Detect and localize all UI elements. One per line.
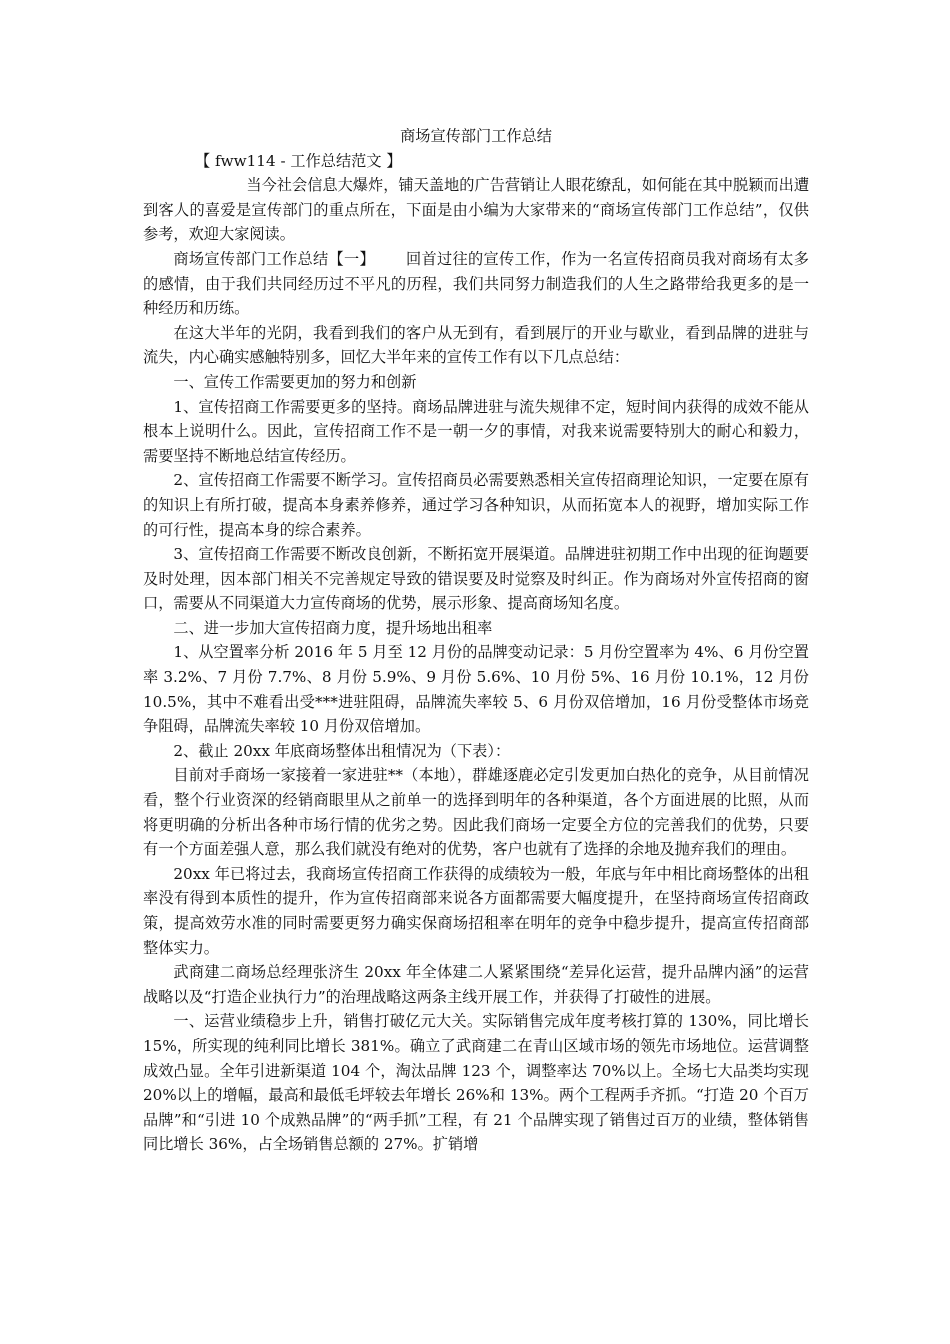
paragraph: 目前对手商场一家接着一家进驻**（本地），群雄逐鹿必定引发更加白热化的竞争，从目前情况看，整个行业资深的经销商眼里从之前单一的选择到明年的各种渠道，各个方面进展的比照，从而将更明确的分析出各种市场行情的优劣之势。因此我们商场一定要全方位的完善我们的优势，只要有一个方面差强人意，那么我们就没有绝对的优势，客户也就有了选择的余地及抛弃我们的理由。 — [143, 766, 809, 859]
section-heading: 一、宣传工作需要更加的努力和创新 — [173, 372, 417, 391]
paragraph: 20xx 年已将过去，我商场宣传招商工作获得的成绩较为一般，年底与年中相比商场整体的出租率没有得到本质性的提升，作为宣传招商部来说各方面都需要大幅度提升，在坚持商场宣传招商政策，提高效劳水准的同时需要更努力确实保商场招租率在明年的竞争中稳步提升，提高宣传招商部整体实力。 — [143, 864, 809, 957]
paragraph: 3、宣传招商工作需要不断改良创新，不断拓宽开展渠道。品牌进驻初期工作中出现的征询题要及时处理，因本部门相关不完善规定导致的错误要及时觉察及时纠正。作为商场对外宣传招商的窗口，需要从不同渠道大力宣传商场的优势，展示形象、提高商场知名度。 — [143, 545, 809, 613]
paragraph: 商场宣传部门工作总结【一】 回首过往的宣传工作，作为一名宣传招商员我对商场有太多的感情，由于我们共同经历过不平凡的历程，我们共同努力制造我们的人生之路带给我更多的是一种经历和历练。 — [143, 249, 809, 318]
section-heading: 二、进一步加大宣传招商力度，提升场地出租率 — [173, 618, 493, 637]
paragraph: 1、宣传招商工作需要更多的坚持。商场品牌进驻与流失规律不定，短时间内获得的成效不能从根本上说明什么。因此，宣传招商工作不是一朝一夕的事情，对我来说需要特别大的耐心和毅力，需要坚持不断地总结宣传经历。 — [143, 397, 809, 465]
document-body — [143, 124, 814, 1157]
paragraph-intro: 当今社会信息大爆炸，铺天盖地的广告营销让人眼花缭乱，如何能在其中脱颖而出遭到客人的喜爱是宣传部门的重点所在，下面是由小编为大家带来的“商场宣传部门工作总结”，仅供参考，欢迎大家阅读。 — [143, 176, 809, 244]
paragraph: 一、运营业绩稳步上升，销售打破亿元大关。实际销售完成年度考核打算的 130%，同比增长 15%，所实现的纯利同比增长 381%。确立了武商建二在青山区域市场的领先市场地位。运营调整成效凸显。全年引进新渠道 104 个，淘汰品牌 123 个，调整率达 70%以上。全场七大品类均实现 20%以上的增幅，最高和最低毛坪较去年增长 26%和 13%。两个工程两手齐抓。“打造 20 个百万品牌”和“引进 10 个成熟品牌”的“两手抓”工程，有 21 个品牌实现了销售过百万的业绩，整体销售同比增长 36%，占全场销售总额的 27%。扩销增 — [143, 1012, 814, 1154]
document-title: 商场宣传部门工作总结 — [400, 127, 552, 145]
paragraph: 在这大半年的光阴，我看到我们的客户从无到有，看到展厅的开业与歇业，看到品牌的进驻与流失，内心确实感触特别多，回忆大半年来的宣传工作有以下几点总结： — [143, 323, 809, 367]
paragraph: 2、截止 20xx 年底商场整体出租情况为（下表）： — [173, 741, 511, 760]
document-subtitle: 【 fww114 - 工作总结范文 】 — [195, 151, 402, 170]
paragraph: 2、宣传招商工作需要不断学习。宣传招商员必需要熟悉相关宣传招商理论知识，一定要在原有的知识上有所打破，提高本身素养修养，通过学习各种知识，从而拓宽本人的视野，增加实际工作的可行性，提高本身的综合素养。 — [143, 471, 809, 539]
paragraph: 武商建二商场总经理张济生 20xx 年全体建二人紧紧围绕“差异化运营，提升品牌内涵”的运营战略以及“打造企业执行力”的治理战略这两条主线开展工作，并获得了打破性的进展。 — [143, 963, 809, 1006]
paragraph: 1、从空置率分析 2016 年 5 月至 12 月份的品牌变动记录：5 月份空置率为 4%、6 月份空置率 3.2%、7 月份 7.7%、8 月份 5.9%、9 月份 5.6%、10 月份 5%、16 月份 10.1%，12 月份 10.5%，其中不难看出受***进驻阻碍，品牌流失率较 5、6 月份双倍增加，16 月份受整体市场竞争阻碍，品牌流失率较 10 月份双倍增加。 — [143, 643, 814, 736]
